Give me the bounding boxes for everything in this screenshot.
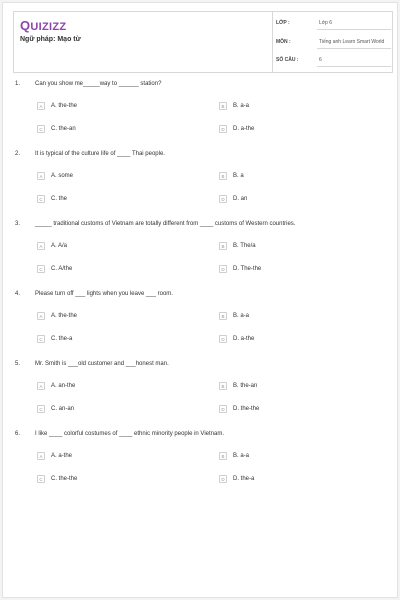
option-text: D. the-the (233, 406, 260, 412)
option-text: A. the-the (51, 313, 78, 319)
option-letter-box: C (37, 195, 45, 203)
option-letter-box: A (37, 312, 45, 320)
option-a[interactable] (37, 382, 197, 392)
meta-label: SỐ CÂU : (276, 57, 299, 63)
option-c[interactable] (37, 125, 197, 135)
option-c[interactable] (37, 335, 197, 345)
option-letter-box: C (37, 125, 45, 133)
option-text: D. an (233, 196, 248, 202)
option-b[interactable] (219, 382, 379, 392)
option-text: C. the-a (51, 336, 73, 342)
option-letter-box: D (219, 475, 227, 483)
option-letter-box: B (219, 242, 227, 250)
option-letter-box: D (219, 335, 227, 343)
option-a[interactable] (37, 242, 197, 252)
option-text: A. the-the (51, 103, 78, 109)
option-letter-box: D (219, 265, 227, 273)
option-d[interactable] (219, 195, 379, 205)
option-d[interactable] (219, 265, 379, 275)
option-letter-box: B (219, 312, 227, 320)
option-d[interactable] (219, 405, 379, 415)
quiz-title: Ngữ pháp: Mạo từ (20, 36, 81, 43)
option-letter-box: A (37, 452, 45, 460)
option-a[interactable] (37, 312, 197, 322)
meta-underline (317, 48, 391, 49)
option-text: B. a-a (233, 453, 250, 459)
option-d[interactable] (219, 335, 379, 345)
meta-underline (317, 29, 391, 30)
option-letter-box: B (219, 382, 227, 390)
option-b[interactable] (219, 312, 379, 322)
option-a[interactable] (37, 452, 197, 462)
meta-label: MÔN : (276, 39, 291, 45)
option-letter-box: A (37, 242, 45, 250)
worksheet-page (2, 2, 398, 598)
option-letter-box: B (219, 452, 227, 460)
question-number: 4. (15, 291, 21, 297)
question-number: 6. (15, 431, 21, 437)
question-number: 2. (15, 151, 21, 157)
option-letter-box: A (37, 102, 45, 110)
option-text: B. a-a (233, 313, 250, 319)
option-d[interactable] (219, 125, 379, 135)
option-text: B. the-an (233, 383, 258, 389)
option-text: C. an-an (51, 406, 75, 412)
question-text: I like ____ colorful costumes of ____ ethnic minority people in Vietnam. (35, 431, 224, 437)
option-c[interactable] (37, 475, 197, 485)
question-number: 3. (15, 221, 21, 227)
option-b[interactable] (219, 102, 379, 112)
option-text: C. the-an (51, 126, 76, 132)
option-text: D. the-a (233, 476, 255, 482)
option-letter-box: A (37, 382, 45, 390)
question-text: Can you show me_____way to ______ station? (35, 81, 162, 87)
question-text: Please turn off ___ lights when you leave ___ room. (35, 291, 173, 297)
option-text: A. A/a (51, 243, 68, 249)
option-text: A. a-the (51, 453, 73, 459)
option-text: B. a-a (233, 103, 250, 109)
question-text: It is typical of the culture life of ____ Thai people. (35, 151, 165, 157)
meta-label: LỚP : (276, 20, 290, 26)
option-text: C. the-the (51, 476, 78, 482)
meta-value: 6 (319, 57, 322, 63)
worksheet-header (13, 11, 393, 73)
option-text: D. a-the (233, 336, 255, 342)
option-letter-box: D (219, 195, 227, 203)
option-letter-box: C (37, 405, 45, 413)
option-c[interactable] (37, 405, 197, 415)
option-letter-box: B (219, 102, 227, 110)
meta-panel (272, 12, 394, 72)
option-letter-box: A (37, 172, 45, 180)
option-d[interactable] (219, 475, 379, 485)
option-letter-box: C (37, 265, 45, 273)
option-text: A. an-the (51, 383, 76, 389)
option-text: D. a-the (233, 126, 255, 132)
question-text: _____ traditional customs of Vietnam are totally different from ____ customs of Western countries. (35, 221, 296, 227)
option-text: A. some (51, 173, 74, 179)
option-c[interactable] (37, 195, 197, 205)
option-text: B. The/a (233, 243, 256, 249)
option-text: C. A/the (51, 266, 73, 272)
option-letter-box: C (37, 475, 45, 483)
option-c[interactable] (37, 265, 197, 275)
option-b[interactable] (219, 172, 379, 182)
question-number: 5. (15, 361, 21, 367)
option-text: D. The-the (233, 266, 262, 272)
option-b[interactable] (219, 242, 379, 252)
meta-row-count (273, 52, 395, 68)
option-a[interactable] (37, 172, 197, 182)
option-letter-box: B (219, 172, 227, 180)
option-letter-box: C (37, 335, 45, 343)
option-b[interactable] (219, 452, 379, 462)
option-text: B. a (233, 173, 244, 179)
option-letter-box: D (219, 405, 227, 413)
option-a[interactable] (37, 102, 197, 112)
option-text: C. the (51, 196, 68, 202)
meta-value: Lớp 6 (319, 20, 333, 26)
question-text: Mr. Smith is ___old customer and ___honest man. (35, 361, 169, 367)
meta-underline (317, 66, 391, 67)
meta-row-grade (273, 15, 395, 31)
meta-value: Tiếng anh Learn Smart World (319, 39, 385, 45)
quizizz-logo: QUIZIZZ (20, 18, 67, 33)
question-number: 1. (15, 81, 21, 87)
option-letter-box: D (219, 125, 227, 133)
meta-row-subject (273, 34, 395, 50)
